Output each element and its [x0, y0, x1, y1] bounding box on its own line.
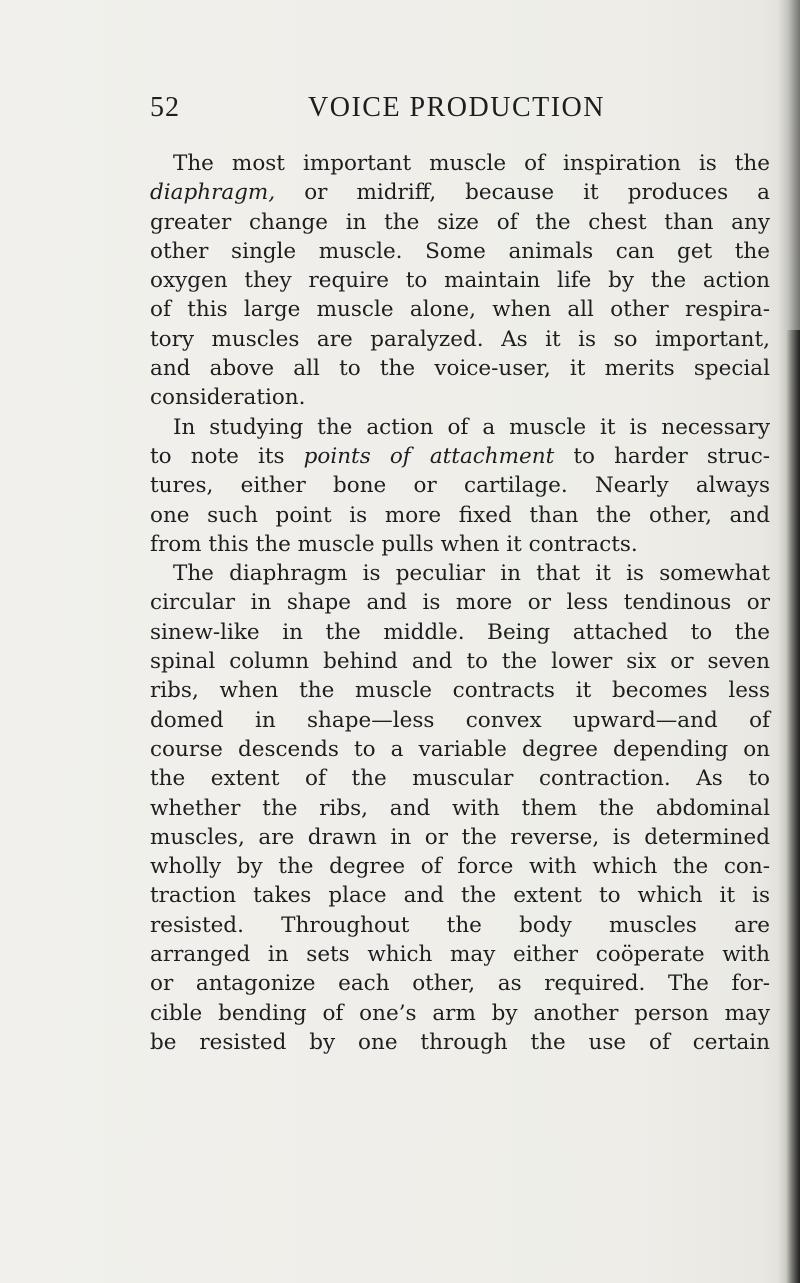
- text-line: course descends to a variable degree depending on: [150, 736, 770, 762]
- text-line: other single muscle. Some animals can get the: [150, 238, 770, 264]
- body-text: [150, 149, 770, 1057]
- text-line: tory muscles are paralyzed. As it is so important,: [150, 326, 770, 352]
- text-line: spinal column behind and to the lower six or seven: [150, 649, 770, 675]
- page-number: 52: [150, 92, 180, 123]
- text-line: greater change in the size of the chest than any: [150, 209, 770, 235]
- page-edge-gutter: [786, 330, 800, 1283]
- text-line: arranged in sets which may either coöperate with: [150, 942, 770, 968]
- running-head: [150, 92, 750, 128]
- text-line: domed in shape—less convex upward—and of: [150, 707, 770, 733]
- text-line: from this the muscle pulls when it contracts.: [150, 531, 638, 557]
- text-line: whether the ribs, and with them the abdominal: [150, 795, 770, 821]
- text-line: and above all to the voice-user, it merits special: [150, 356, 770, 382]
- text-line: one such point is more fixed than the other, and: [150, 502, 770, 528]
- text-line: tures, either bone or cartilage. Nearly always: [150, 473, 770, 499]
- text-line: to note its points of attachment to harder struc-: [150, 443, 770, 469]
- italic-term: diaphragm,: [150, 180, 276, 206]
- running-title: VOICE PRODUCTION: [308, 92, 605, 123]
- text-line: circular in shape and is more or less tendinous or: [150, 590, 770, 616]
- text-line: ribs, when the muscle contracts it becomes less: [150, 678, 770, 704]
- text-line: traction takes place and the extent to which it is: [150, 883, 770, 909]
- italic-term: points of attachment: [303, 443, 555, 469]
- text-line: cible bending of one’s arm by another person may: [150, 1000, 770, 1026]
- text-line: diaphragm, or midriff, because it produces a: [150, 180, 770, 206]
- text-line: The diaphragm is peculiar in that it is somewhat: [173, 561, 770, 587]
- text-line: of this large muscle alone, when all other respira-: [150, 297, 770, 323]
- text-line: In studying the action of a muscle it is necessary: [173, 414, 770, 440]
- text-line: be resisted by one through the use of certain: [150, 1029, 770, 1055]
- text-line: or antagonize each other, as required. The for-: [150, 971, 770, 997]
- text-line: consideration.: [150, 385, 306, 411]
- text-line: resisted. Throughout the body muscles are: [150, 912, 770, 938]
- text-line: sinew-like in the middle. Being attached to the: [150, 619, 770, 645]
- text-line: the extent of the muscular contraction. As to: [150, 766, 770, 792]
- text-line: oxygen they require to maintain life by the action: [150, 268, 770, 294]
- text-line: The most important muscle of inspiration is the: [173, 151, 770, 176]
- text-line: wholly by the degree of force with which the con-: [150, 854, 770, 880]
- text-line: muscles, are drawn in or the reverse, is determined: [150, 824, 770, 850]
